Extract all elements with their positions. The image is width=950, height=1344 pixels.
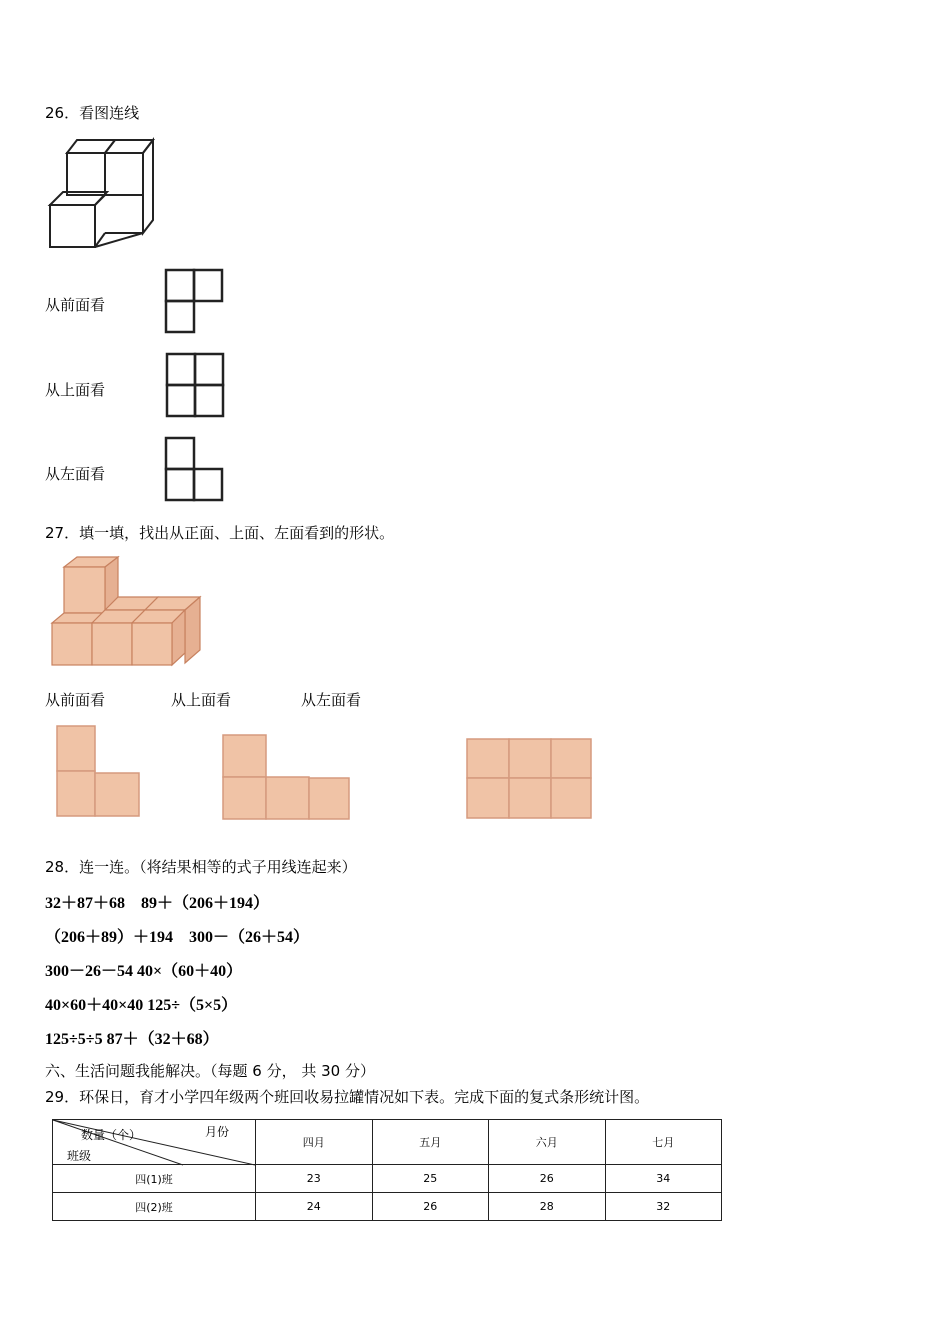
- q27-shape-b: [221, 733, 353, 823]
- q26-view-top-label: 从上面看: [45, 381, 106, 399]
- q26-top-view-shape: [164, 352, 228, 418]
- value-cell: 25: [372, 1165, 489, 1193]
- q26-title: 26．看图连线: [45, 104, 140, 122]
- header-class-label: 班级: [67, 1149, 92, 1163]
- table-row: [53, 1165, 722, 1193]
- value-cell: 34: [605, 1165, 722, 1193]
- table-row: [53, 1193, 722, 1221]
- class-name-cell: 四(1)班: [53, 1165, 256, 1193]
- q26-solid-figure: [45, 135, 165, 255]
- q28-row-3: 300－26－54 40×（60＋40）: [45, 963, 243, 980]
- q27-shape-c: [465, 737, 595, 823]
- q26-view-front-label: 从前面看: [45, 296, 106, 314]
- q27-shape-a: [55, 724, 145, 819]
- q29-title: 29．环保日，育才小学四年级两个班回收易拉罐情况如下表。完成下面的复式条形统计图。: [45, 1088, 650, 1106]
- header-month-label: 月份: [205, 1125, 230, 1139]
- table-header-corner: [53, 1120, 256, 1165]
- q27-title: 27．填一填，找出从正面、上面、左面看到的形状。: [45, 524, 395, 542]
- month-header: 五月: [372, 1120, 489, 1165]
- class-name-cell: 四(2)班: [53, 1193, 256, 1221]
- value-cell: 23: [256, 1165, 373, 1193]
- q27-view-left-label: 从左面看: [301, 691, 362, 709]
- q26-left-view-shape: [163, 436, 227, 502]
- month-header: 四月: [256, 1120, 373, 1165]
- value-cell: 32: [605, 1193, 722, 1221]
- value-cell: 26: [489, 1165, 606, 1193]
- q27-view-front-label: 从前面看: [45, 691, 106, 709]
- q26-view-left-label: 从左面看: [45, 465, 106, 483]
- value-cell: 26: [372, 1193, 489, 1221]
- section6-title: 六、生活问题我能解决。（每题 6 分， 共 30 分）: [45, 1062, 375, 1080]
- q27-cube-stack: [50, 555, 210, 670]
- q26-front-view-shape: [163, 268, 227, 334]
- q28-row-2: （206＋89）＋194 300－（26＋54）: [45, 929, 310, 946]
- q28-title: 28．连一连。（将结果相等的式子用线连起来）: [45, 858, 357, 876]
- q28-row-5: 125÷5÷5 87＋（32＋68）: [45, 1031, 219, 1048]
- month-header: 七月: [605, 1120, 722, 1165]
- value-cell: 24: [256, 1193, 373, 1221]
- q28-row-1: 32＋87＋68 89＋（206＋194）: [45, 895, 270, 912]
- q27-view-top-label: 从上面看: [171, 691, 232, 709]
- value-cell: 28: [489, 1193, 606, 1221]
- q28-row-4: 40×60＋40×40 125÷（5×5）: [45, 997, 238, 1014]
- month-header: 六月: [489, 1120, 606, 1165]
- header-quantity-label: 数量（个）: [81, 1128, 142, 1142]
- q29-data-table: [52, 1119, 722, 1221]
